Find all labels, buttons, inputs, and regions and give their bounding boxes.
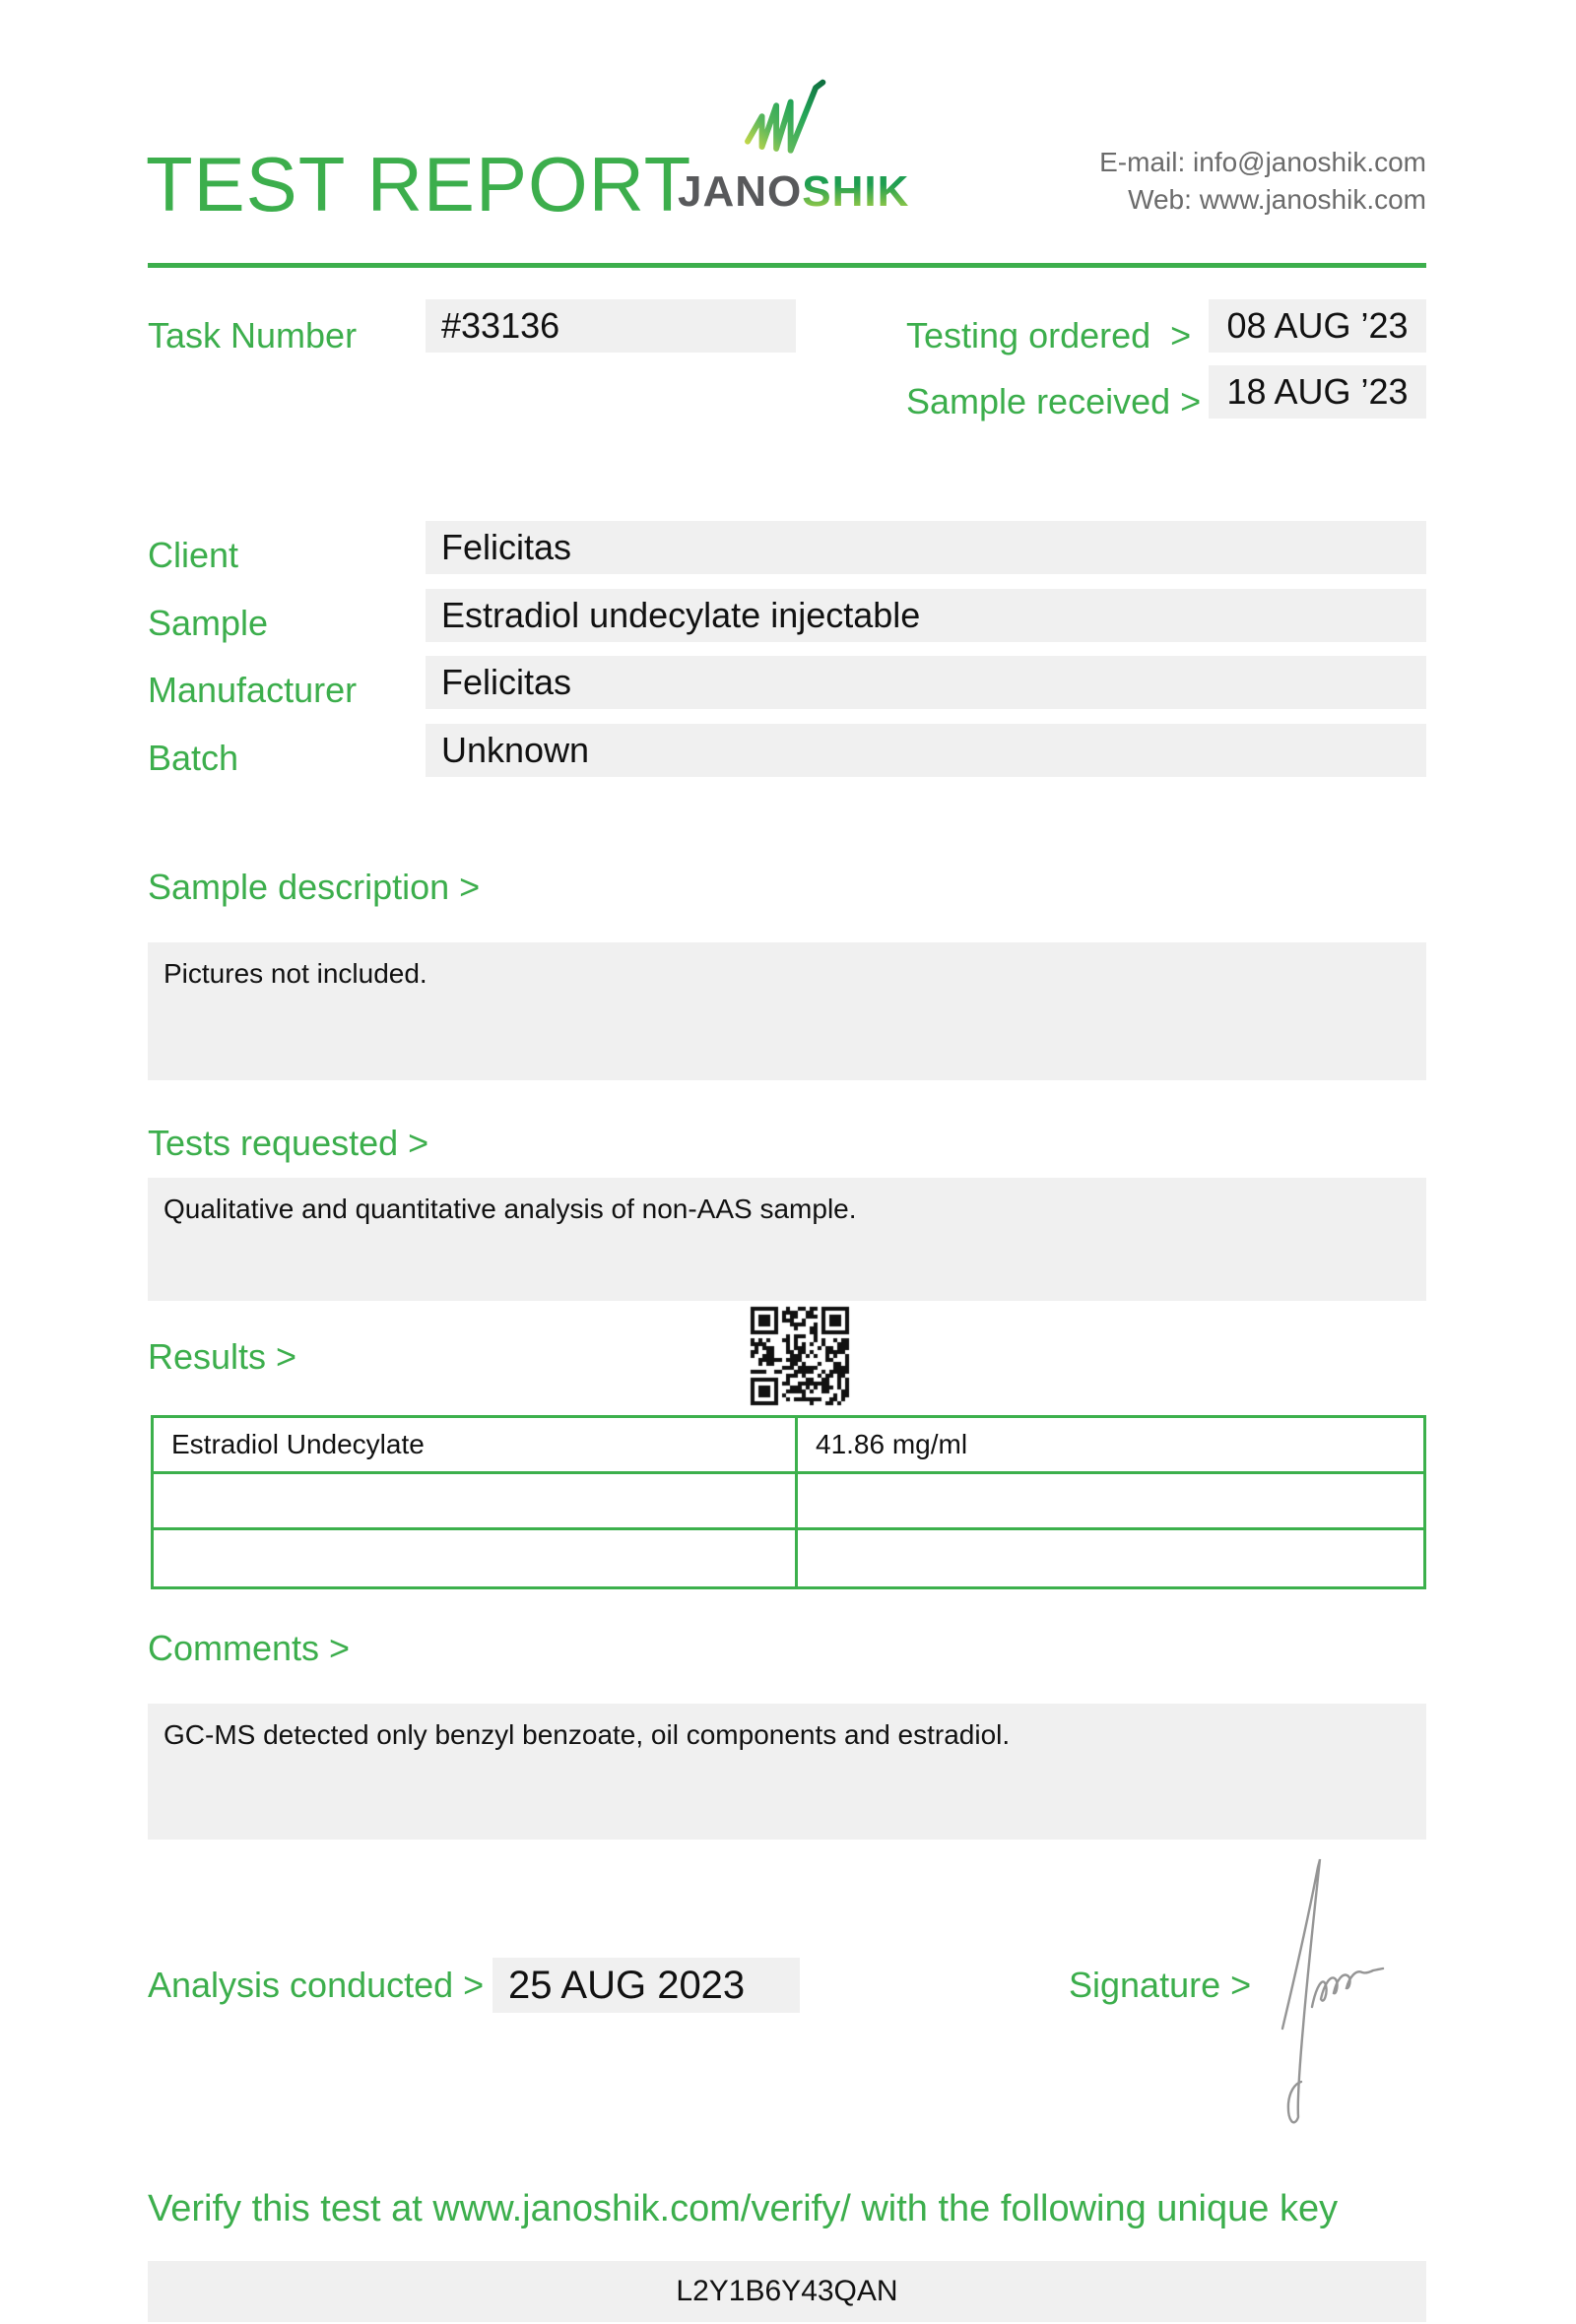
- batch-value: Unknown: [426, 724, 1426, 777]
- tests-requested-heading: Tests requested >: [148, 1123, 429, 1163]
- signature-label: Signature >: [1069, 1965, 1252, 2005]
- results-empty-cell: [154, 1474, 798, 1530]
- comments-heading: Comments >: [148, 1628, 351, 1668]
- task-number-value: #33136: [426, 299, 796, 353]
- testing-ordered-label: Testing ordered >: [906, 315, 1192, 355]
- results-empty-cell: [798, 1530, 1423, 1586]
- logo-wordmark: [678, 167, 910, 217]
- sample-received-value: 18 AUG ’23: [1209, 365, 1426, 419]
- contact-block: [1099, 144, 1426, 219]
- sample-description-heading: Sample description >: [148, 867, 481, 907]
- sample-label: Sample: [148, 603, 269, 643]
- logo-shik: SHIK: [802, 167, 910, 216]
- client-value: Felicitas: [426, 521, 1426, 574]
- email-line: E-mail: info@janoshik.com: [1099, 147, 1426, 177]
- web-line: Web: www.janoshik.com: [1128, 184, 1426, 215]
- unique-key-value: L2Y1B6Y43QAN: [148, 2261, 1426, 2322]
- qr-code: [749, 1305, 851, 1407]
- results-table: [151, 1415, 1426, 1589]
- results-empty-cell: [798, 1474, 1423, 1530]
- manufacturer-value: Felicitas: [426, 656, 1426, 709]
- growth-chart-icon: [742, 79, 832, 158]
- sample-received-label: Sample received >: [906, 381, 1202, 421]
- sample-description-body: Pictures not included.: [148, 942, 1426, 1080]
- manufacturer-label: Manufacturer: [148, 670, 358, 710]
- results-value-cell: 41.86 mg/ml: [798, 1418, 1423, 1474]
- verify-instruction: Verify this test at www.janoshik.com/verify/ with the following unique key: [148, 2188, 1339, 2229]
- tests-requested-body: Qualitative and quantitative analysis of non-AAS sample.: [148, 1178, 1426, 1301]
- sample-value: Estradiol undecylate injectable: [426, 589, 1426, 642]
- header-divider: [148, 263, 1426, 268]
- task-number-label: Task Number: [148, 315, 358, 355]
- comments-body: GC-MS detected only benzyl benzoate, oil components and estradiol.: [148, 1704, 1426, 1840]
- page-title: TEST REPORT: [146, 141, 692, 227]
- testing-ordered-value: 08 AUG ’23: [1209, 299, 1426, 353]
- signature-scribble: [1271, 1849, 1399, 2145]
- batch-label: Batch: [148, 738, 239, 778]
- logo-jano: JANO: [678, 167, 803, 216]
- results-analyte-cell: Estradiol Undecylate: [154, 1418, 798, 1474]
- analysis-conducted-value: 25 AUG 2023: [492, 1958, 800, 2013]
- analysis-conducted-label: Analysis conducted >: [148, 1965, 485, 2005]
- results-empty-cell: [154, 1530, 798, 1586]
- results-heading: Results >: [148, 1336, 297, 1377]
- client-label: Client: [148, 535, 239, 575]
